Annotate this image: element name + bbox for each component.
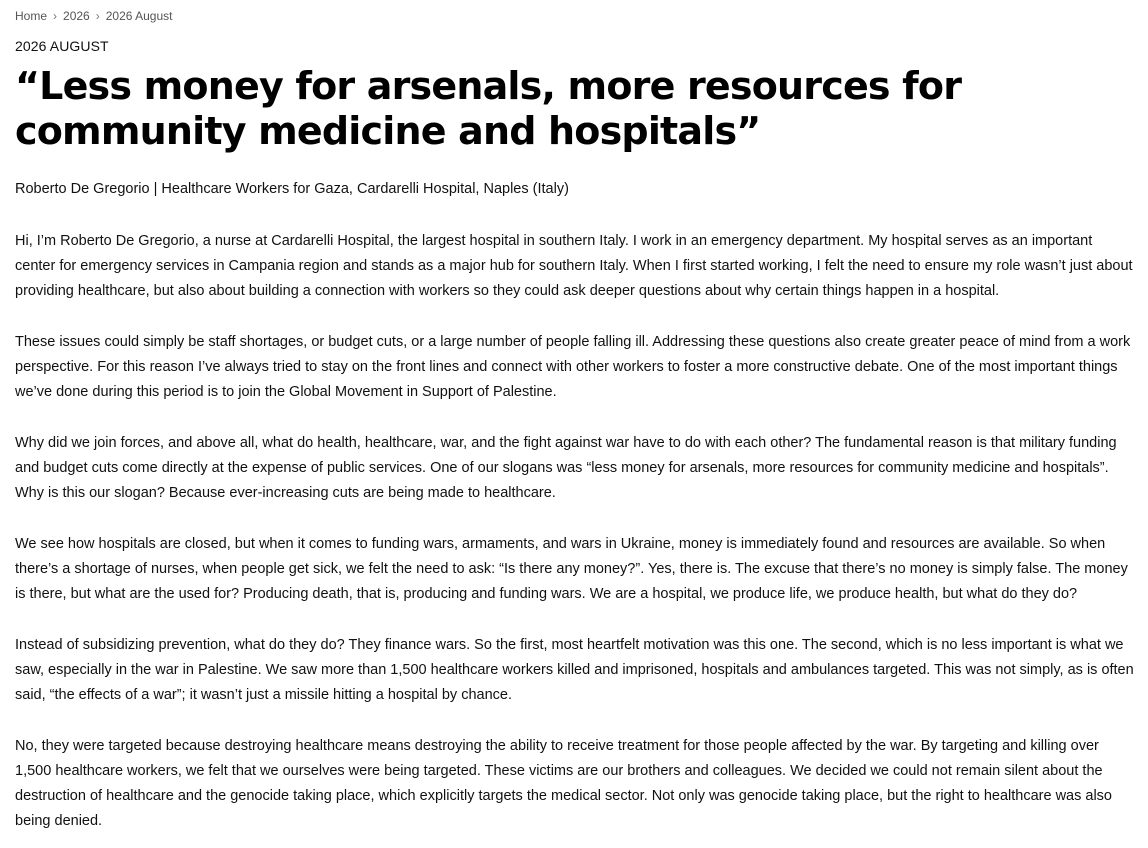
breadcrumb-separator: › — [95, 9, 100, 23]
article-paragraph: No, they were targeted because destroying healthcare means destroying the ability to receive treatment for those people affected by the war. By targeting and killing over 1,500 healthcare workers, we felt that we ourselves were being targeted. These victims are our brothers and colleagues. We decided we could not remain silent about the destruction of healthcare and the genocide taking place, which explicitly targets the medical sector. Not only was genocide taking place, but the right to healthcare was also being denied. — [15, 738, 1113, 829]
breadcrumb-link-month[interactable]: 2026 August — [105, 9, 173, 23]
article-paragraph: Instead of subsidizing prevention, what do they do? They finance wars. So the first, most heartfelt motivation was this one. The second, which is no less important is what we saw, especially in the war in Palestine. We saw more than 1,500 healthcare workers killed and imprisoned, hospitals and ambulances targeted. This was not simply, as is often said, “the effects of a war”; it wasn’t just a missile hitting a hospital by chance. — [15, 637, 1134, 703]
breadcrumb-link-home[interactable]: Home — [15, 9, 48, 23]
article-paragraph: Why did we join forces, and above all, what do health, healthcare, war, and the fight against war have to do with each other? The fundamental reason is that military funding and budget cuts come directly at the expense of public services. One of our slogans was “less money for arsenals, more resources for community medicine and hospitals”. Why is this our slogan? Because ever-increasing cuts are being made to healthcare. — [15, 435, 1117, 501]
page — [15, 0, 1135, 848]
breadcrumb-separator: › — [53, 9, 58, 23]
page-title: “Less money for arsenals, more resources for community medicine and hospitals” — [15, 64, 962, 153]
article-paragraph: We see how hospitals are closed, but when it comes to funding wars, armaments, and wars in Ukraine, money is immediately found and resources are available. So when there’s a shortage of nurses, when people get sick, we felt the need to ask: “Is there any money?”. Yes, there is. The excuse that there’s no money is simply false. The money is there, but what are the used for? Producing death, that is, producing and funding wars. We are a hospital, we produce life, we produce health, but what do they do? — [15, 536, 1128, 602]
article-paragraph: These issues could simply be staff shortages, or budget cuts, or a large number of people falling ill. Addressing these questions also create greater peace of mind from a work perspective. For this reason I’ve always tried to stay on the front lines and connect with other workers to foster a more constructive debate. One of the most important things we’ve done during this period is to join the Global Movement in Support of Palestine. — [15, 334, 1131, 400]
article-paragraph: Hi, I’m Roberto De Gregorio, a nurse at Cardarelli Hospital, the largest hospital in southern Italy. I work in an emergency department. My hospital serves as an important center for emergency services in Campania region and stands as a major hub for southern Italy. When I first started working, I felt the need to ensure my role wasn’t just about providing healthcare, but also about building a connection with workers so they could ask deeper questions about why certain things happen in a hospital. — [15, 233, 1133, 299]
article-byline: Roberto De Gregorio | Healthcare Workers for Gaza, Cardarelli Hospital, Naples (Italy) — [15, 181, 569, 197]
breadcrumb-link-year[interactable]: 2026 — [63, 9, 90, 23]
article-body — [15, 229, 1135, 834]
article-category: 2026 AUGUST — [15, 38, 109, 54]
breadcrumb — [15, 8, 1135, 24]
